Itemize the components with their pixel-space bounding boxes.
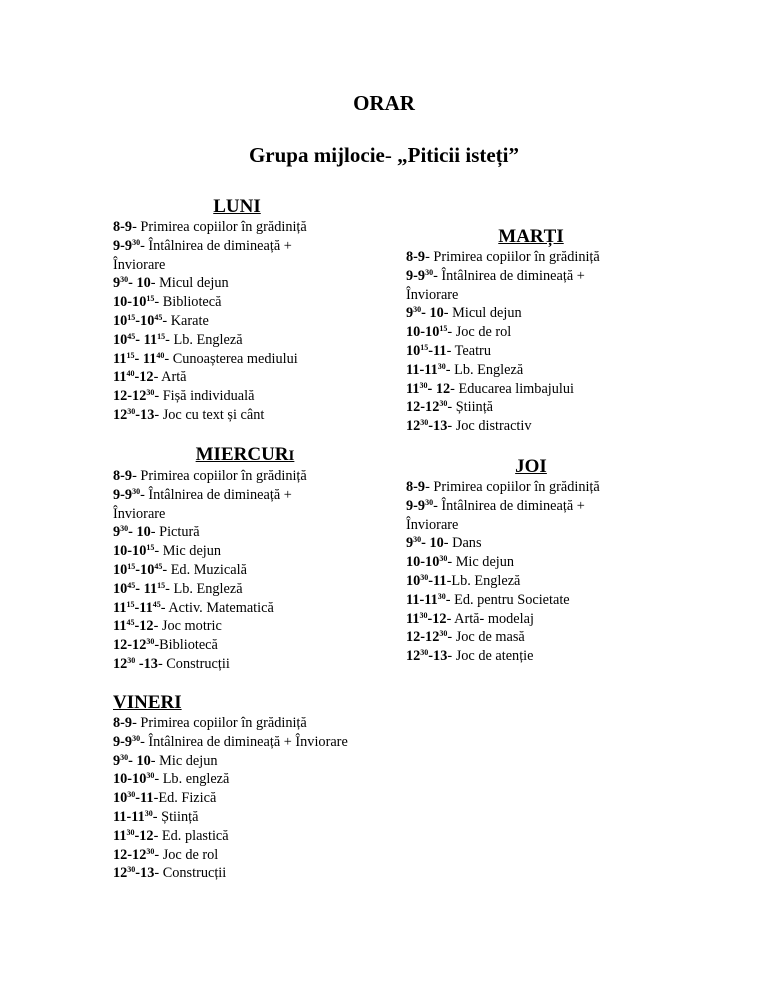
time-hour: -13 xyxy=(135,865,155,882)
time-minutes: 30 xyxy=(420,648,429,658)
page-title: ORAR xyxy=(353,91,415,115)
time-minutes: 15 xyxy=(439,324,448,334)
schedule-entry xyxy=(113,312,373,331)
day-title-joi: JOI xyxy=(515,456,547,477)
schedule-entry xyxy=(406,572,666,591)
time-hour: -13 xyxy=(428,648,448,665)
day-joi xyxy=(406,457,666,666)
time-minutes: 30 xyxy=(420,572,429,582)
entry-time xyxy=(113,618,154,634)
entry-activity: - Mic dejun xyxy=(150,752,218,769)
entry-activity: - Joc motric xyxy=(153,618,222,635)
time-minutes: 30 xyxy=(437,361,446,371)
schedule-entry xyxy=(113,561,373,580)
entry-activity: - Fișă individuală xyxy=(154,388,255,405)
schedule-entry xyxy=(113,580,373,599)
time-hour: 11 xyxy=(406,380,420,397)
time-hour: 11 xyxy=(406,610,420,627)
time-hour: 10 xyxy=(406,572,421,589)
entry-activity: - Știință xyxy=(447,399,494,416)
entry-activity: - Întâlnirea de dimineață + Înviorare xyxy=(140,733,348,750)
entry-activity: - Primirea copiilor în grădiniță xyxy=(132,468,307,484)
time-hour: 11-11 xyxy=(113,808,145,825)
entry-activity: - Lb. Engleză xyxy=(165,580,243,597)
time-hour: 12-12 xyxy=(406,399,440,416)
schedule-entry xyxy=(113,542,373,561)
schedule-entry xyxy=(406,380,666,399)
time-minutes: 30 xyxy=(439,554,448,564)
time-hour: 10-10 xyxy=(406,554,440,571)
entry-activity-continued: Înviorare xyxy=(113,256,166,273)
entry-time xyxy=(406,249,425,265)
time-hour: - 10 xyxy=(421,305,444,322)
entry-time xyxy=(406,479,425,495)
schedule-entry xyxy=(406,267,666,286)
time-hour: 9-9 xyxy=(406,497,426,514)
time-hour: 10 xyxy=(406,342,421,359)
time-hour: 10-10 xyxy=(113,294,147,311)
schedule-entry xyxy=(113,523,373,542)
time-minutes: 30 xyxy=(126,827,135,837)
schedule-entry xyxy=(113,636,373,655)
time-hour: 9 xyxy=(113,752,121,769)
time-hour: 12 xyxy=(113,655,128,672)
time-hour: -11 xyxy=(428,342,447,359)
time-hour: 9-9 xyxy=(406,267,426,284)
entry-time xyxy=(113,294,154,310)
time-minutes: 15 xyxy=(126,599,135,609)
schedule-list-joi xyxy=(406,478,666,666)
time-hour: 10-10 xyxy=(113,543,147,560)
schedule-entry xyxy=(113,770,413,789)
time-minutes: 30 xyxy=(413,305,422,315)
day-title-miercuri xyxy=(113,445,377,466)
time-hour: 9 xyxy=(113,524,121,541)
entry-activity: - Ed. plastică xyxy=(153,827,229,844)
entry-activity: - Construcții xyxy=(157,655,230,672)
schedule-entry xyxy=(113,237,373,256)
entry-activity: - Întâlnirea de dimineață + xyxy=(140,237,292,254)
time-hour: - 11 xyxy=(135,331,158,348)
schedule-entry xyxy=(113,368,373,387)
schedule-entry xyxy=(113,827,413,846)
entry-activity: - Pictură xyxy=(150,524,200,541)
schedule-list-luni xyxy=(113,218,373,425)
entry-activity: - Karate xyxy=(162,312,209,329)
time-hour: -13 xyxy=(135,655,158,672)
entry-time xyxy=(113,753,151,769)
time-minutes: 30 xyxy=(146,388,155,398)
schedule-entry xyxy=(113,387,373,406)
day-marti xyxy=(406,227,666,436)
schedule-entry xyxy=(113,331,373,350)
day-luni xyxy=(113,197,373,425)
entry-activity: - Cunoașterea mediului xyxy=(164,350,298,367)
entry-activity: - Întâlnirea de dimineață + xyxy=(433,497,585,514)
group-name: „Piticii isteți” xyxy=(397,143,520,167)
schedule-list-vineri xyxy=(113,714,413,883)
time-hour: 8-9 xyxy=(406,479,426,495)
time-minutes: 30 xyxy=(144,808,153,818)
time-minutes: 30 xyxy=(419,610,428,620)
entry-time xyxy=(113,369,154,385)
entry-activity-continued: Înviorare xyxy=(406,286,459,303)
entry-time xyxy=(113,771,154,787)
entry-activity-continued: Înviorare xyxy=(113,505,166,522)
schedule-entry xyxy=(406,610,666,629)
entry-time xyxy=(113,524,151,540)
entry-activity: -Ed. Fizică xyxy=(153,790,217,807)
entry-activity: - Primirea copiilor în grădiniță xyxy=(132,219,307,235)
time-hour: 11 xyxy=(113,599,127,616)
time-hour: - 10 xyxy=(128,752,151,769)
time-hour: 9-9 xyxy=(113,733,133,750)
entry-activity: - Artă- modelaj xyxy=(446,610,534,627)
time-minutes: 30 xyxy=(132,733,141,743)
time-minutes: 15 xyxy=(420,342,429,352)
entry-time xyxy=(406,399,447,415)
time-hour: 9-9 xyxy=(113,486,133,503)
subtitle-separator: - xyxy=(384,143,398,167)
day-title-vineri: VINERI xyxy=(113,692,182,713)
entry-time xyxy=(406,611,447,627)
schedule-entry xyxy=(406,591,666,610)
schedule-entry xyxy=(113,274,373,293)
schedule-entry xyxy=(113,752,413,771)
time-hour: - 11 xyxy=(134,350,157,367)
time-hour: -12 xyxy=(427,610,447,627)
entry-time xyxy=(113,468,132,484)
entry-time xyxy=(113,847,154,863)
time-hour: - 10 xyxy=(128,275,151,292)
time-hour: -11 xyxy=(134,599,153,616)
group-label: Grupa mijlocie xyxy=(248,143,385,167)
time-minutes: 30 xyxy=(127,790,136,800)
entry-activity: - Primirea copiilor în grădiniță xyxy=(425,249,600,265)
entry-time xyxy=(406,324,447,340)
entry-activity: -Bibliotecă xyxy=(154,637,218,654)
time-hour: -13 xyxy=(135,406,155,423)
schedule-entry xyxy=(406,647,666,666)
entry-time xyxy=(113,790,154,806)
schedule-entry xyxy=(113,733,413,752)
time-minutes: 45 xyxy=(154,312,163,322)
day-miercuri xyxy=(113,445,373,674)
entry-activity: - Lb. engleză xyxy=(154,771,230,788)
time-hour: - 11 xyxy=(135,580,158,597)
time-hour: 10 xyxy=(113,331,128,348)
time-hour: 11 xyxy=(113,827,127,844)
entry-activity: - Micul dejun xyxy=(443,305,522,322)
time-hour: 12-12 xyxy=(406,629,440,646)
schedule-entry xyxy=(406,304,666,323)
entry-time xyxy=(113,809,153,825)
entry-time xyxy=(113,407,154,423)
time-minutes: 30 xyxy=(127,655,136,665)
entry-time xyxy=(406,362,446,378)
time-minutes: 45 xyxy=(127,331,136,341)
entry-time xyxy=(406,418,447,434)
schedule-entry xyxy=(406,361,666,380)
entry-activity: - Joc distractiv xyxy=(447,418,532,435)
schedule-entry xyxy=(406,248,666,267)
time-minutes: 30 xyxy=(146,846,155,856)
entry-activity: - Ed. Muzicală xyxy=(162,561,247,578)
time-minutes: 15 xyxy=(157,331,166,341)
time-minutes: 15 xyxy=(127,312,136,322)
time-minutes: 30 xyxy=(146,771,155,781)
entry-activity: - Întâlnirea de dimineață + xyxy=(433,267,585,284)
time-minutes: 45 xyxy=(154,561,163,571)
entry-time xyxy=(406,343,447,359)
schedule-entry xyxy=(113,789,413,808)
schedule-entry xyxy=(113,617,373,636)
schedule-entry xyxy=(406,628,666,647)
entry-time xyxy=(113,734,140,750)
time-hour: -13 xyxy=(428,418,448,435)
entry-activity: - Activ. Matematică xyxy=(160,599,274,616)
entry-time xyxy=(113,865,154,881)
time-hour: - 10 xyxy=(421,535,444,552)
schedule-entry xyxy=(406,398,666,417)
time-minutes: 30 xyxy=(120,752,129,762)
schedule-entry xyxy=(406,478,666,497)
time-minutes: 30 xyxy=(146,637,155,647)
time-minutes: 30 xyxy=(413,535,422,545)
schedule-entry xyxy=(113,218,373,237)
entry-activity: - Joc de masă xyxy=(447,629,525,646)
time-hour: 9-9 xyxy=(113,237,133,254)
entry-time xyxy=(113,581,165,597)
time-minutes: 45 xyxy=(126,618,135,628)
entry-activity: - Lb. Engleză xyxy=(445,361,524,378)
time-hour: 12 xyxy=(113,865,128,882)
schedule-entry xyxy=(113,350,373,369)
schedule-entry xyxy=(406,323,666,342)
entry-time xyxy=(113,715,132,731)
time-hour: 9 xyxy=(406,535,414,552)
entry-time xyxy=(113,828,154,844)
time-minutes: 30 xyxy=(419,380,428,390)
time-hour: -11 xyxy=(428,572,447,589)
time-hour: 10 xyxy=(113,561,128,578)
time-hour: 10-10 xyxy=(113,771,147,788)
entry-time xyxy=(113,351,164,367)
entry-activity-continued: Înviorare xyxy=(406,516,459,533)
time-hour: 11 xyxy=(113,350,127,367)
schedule-entry xyxy=(113,714,413,733)
entry-activity: - Educarea limbajului xyxy=(450,380,575,397)
day-vineri xyxy=(113,693,413,883)
time-hour: 11-11 xyxy=(406,591,438,608)
time-hour: 12-12 xyxy=(113,846,147,863)
schedule-entry xyxy=(113,808,413,827)
time-hour: 8-9 xyxy=(113,468,133,484)
entry-activity: - Bibliotecă xyxy=(154,294,222,311)
entry-activity: - Mic dejun xyxy=(447,554,515,571)
entry-activity: - Joc de rol xyxy=(447,324,512,341)
entry-time xyxy=(113,388,154,404)
schedule-entry xyxy=(113,406,373,425)
time-minutes: 30 xyxy=(439,399,448,409)
time-hour: 11 xyxy=(113,618,127,635)
time-hour: 12-12 xyxy=(113,388,147,405)
time-hour: -12 xyxy=(134,369,154,386)
schedule-entry xyxy=(113,655,373,674)
time-hour: 12-12 xyxy=(113,637,147,654)
entry-time xyxy=(113,219,132,235)
schedule-entry xyxy=(406,342,666,361)
time-minutes: 30 xyxy=(120,524,129,534)
time-minutes: 30 xyxy=(127,406,136,416)
time-minutes: 30 xyxy=(420,418,429,428)
time-hour: 12 xyxy=(406,648,421,665)
time-hour: -12 xyxy=(134,827,154,844)
day-title-miercuri-last: I xyxy=(288,448,295,464)
entry-time xyxy=(113,487,140,503)
entry-time xyxy=(406,498,433,514)
schedule-entry xyxy=(113,864,413,883)
entry-activity: - Joc de atenție xyxy=(447,648,534,665)
entry-time xyxy=(406,573,447,589)
time-hour: 10 xyxy=(113,790,128,807)
time-minutes: 30 xyxy=(437,591,446,601)
schedule-entry xyxy=(113,846,413,865)
entry-activity: - Joc de rol xyxy=(154,846,219,863)
time-minutes: 40 xyxy=(126,369,135,379)
entry-time xyxy=(406,648,447,664)
entry-time xyxy=(406,629,447,645)
schedule-entry xyxy=(113,467,373,486)
schedule-entry xyxy=(406,497,666,516)
time-hour: -10 xyxy=(135,312,155,329)
time-minutes: 30 xyxy=(439,629,448,639)
time-minutes: 45 xyxy=(127,580,136,590)
time-minutes: 30 xyxy=(132,237,141,247)
time-hour: -12 xyxy=(134,618,154,635)
schedule-entry xyxy=(113,293,373,312)
entry-activity: - Mic dejun xyxy=(154,543,222,560)
entry-activity: -Lb. Engleză xyxy=(446,572,521,589)
entry-time xyxy=(113,600,161,616)
entry-time xyxy=(113,238,140,254)
entry-activity: - Lb. Engleză xyxy=(165,331,243,348)
entry-time xyxy=(113,275,151,291)
entry-time xyxy=(406,268,433,284)
entry-time xyxy=(406,554,447,570)
time-hour: 8-9 xyxy=(113,715,133,731)
entry-activity: - Primirea copiilor în grădiniță xyxy=(132,715,307,731)
time-hour: 9 xyxy=(113,275,121,292)
entry-activity: - Teatru xyxy=(446,342,491,359)
schedule-entry xyxy=(406,417,666,436)
time-minutes: 30 xyxy=(425,267,434,277)
schedule-entry xyxy=(113,486,373,505)
group-subtitle xyxy=(0,143,768,168)
time-hour: 11 xyxy=(113,369,127,386)
entry-time xyxy=(113,313,162,329)
entry-time xyxy=(113,543,154,559)
time-minutes: 40 xyxy=(156,350,165,360)
time-hour: 12 xyxy=(113,406,128,423)
time-minutes: 30 xyxy=(127,865,136,875)
time-minutes: 45 xyxy=(152,599,161,609)
time-hour: 9 xyxy=(406,305,414,322)
time-hour: -10 xyxy=(135,561,155,578)
time-hour: 11-11 xyxy=(406,361,438,378)
time-hour: 8-9 xyxy=(406,249,426,265)
entry-time xyxy=(113,656,158,672)
time-minutes: 30 xyxy=(425,497,434,507)
time-hour: 10-10 xyxy=(406,324,440,341)
time-hour: -11 xyxy=(135,790,154,807)
time-hour: - 12 xyxy=(427,380,451,397)
entry-activity: - Micul dejun xyxy=(150,275,229,292)
entry-activity: - Ed. pentru Societate xyxy=(445,591,570,608)
schedule-entry xyxy=(406,534,666,553)
entry-time xyxy=(113,637,154,653)
time-hour: 10 xyxy=(113,312,128,329)
entry-time xyxy=(406,592,446,608)
time-minutes: 15 xyxy=(126,350,135,360)
schedule-list-marti xyxy=(406,248,666,436)
entry-activity: - Știință xyxy=(152,808,199,825)
time-minutes: 15 xyxy=(127,561,136,571)
time-minutes: 15 xyxy=(146,543,155,553)
entry-time xyxy=(406,381,450,397)
day-title-miercuri-main: MIERCUR xyxy=(195,444,289,465)
entry-time xyxy=(113,332,165,348)
entry-activity: - Construcții xyxy=(154,865,227,882)
entry-activity: - Primirea copiilor în grădiniță xyxy=(425,479,600,495)
entry-time xyxy=(406,305,444,321)
entry-activity: - Întâlnirea de dimineață + xyxy=(140,486,292,503)
time-hour: 12 xyxy=(406,418,421,435)
entry-activity: - Dans xyxy=(443,535,482,552)
entry-time xyxy=(113,562,162,578)
time-minutes: 30 xyxy=(120,275,129,285)
time-hour: - 10 xyxy=(128,524,151,541)
time-hour: 10 xyxy=(113,580,128,597)
day-title-marti: MARȚI xyxy=(498,226,564,247)
schedule-entry xyxy=(406,553,666,572)
time-minutes: 15 xyxy=(146,294,155,304)
schedule-entry xyxy=(113,599,373,618)
entry-activity: - Artă xyxy=(153,369,187,386)
entry-activity: - Joc cu text și cânt xyxy=(154,406,265,423)
day-title-luni: LUNI xyxy=(213,196,261,217)
schedule-list-miercuri xyxy=(113,467,373,674)
time-minutes: 30 xyxy=(132,486,141,496)
time-minutes: 15 xyxy=(157,580,166,590)
entry-time xyxy=(406,535,444,551)
time-hour: 8-9 xyxy=(113,219,133,235)
